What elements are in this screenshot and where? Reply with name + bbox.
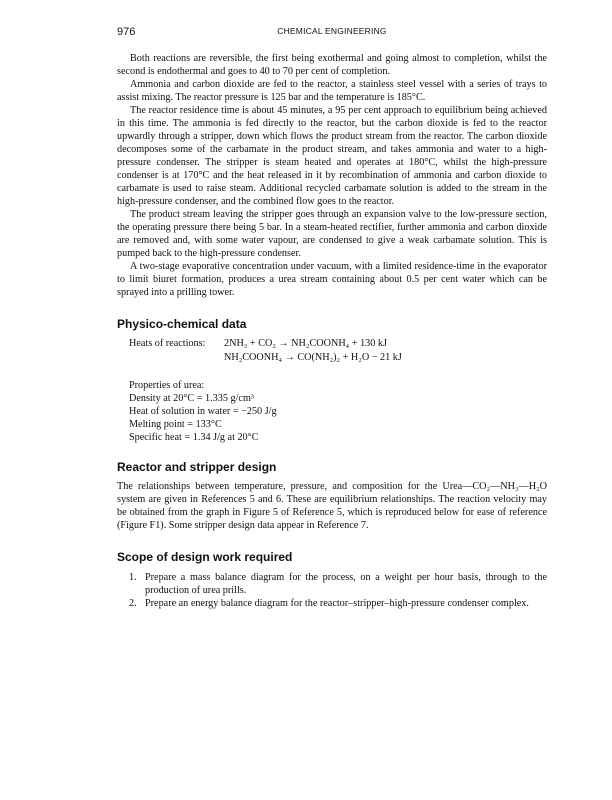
- scope-item-2: [117, 597, 547, 610]
- scope-item-text: Prepare a mass balance diagram for the process, on a weight per hour basis, through to the production of urea prills.: [145, 572, 547, 596]
- melting-point-property: Melting point = 133°C: [129, 419, 222, 430]
- running-header: [117, 26, 547, 40]
- reactor-design-paragraph: The relationships between temperature, pressure, and composition for the Urea—CO₂—NH₃—H₂O system are given in References 5 and 6. These are equilibrium relationships. The reaction velocity may be obtained from the graph in Figure 5 of Reference 5, which is reproduced below for ease of reference (Figure F1). Some stripper design data appear in Reference 7.: [117, 481, 547, 531]
- scope-item-number: 2.: [129, 598, 137, 609]
- body-text: [117, 52, 547, 610]
- physico-chemical-heading: Physico-chemical data: [117, 317, 247, 331]
- scope-item-number: 1.: [129, 572, 137, 583]
- running-title: CHEMICAL ENGINEERING: [277, 26, 387, 36]
- reaction-equation-1: [129, 337, 547, 351]
- paragraph-low-pressure: The product stream leaving the stripper goes through an expansion valve to the low-pressure section, the operating pressure there being 5 bar. In a steam-heated rectifier, further ammonia and carbon dioxide are removed and, with some water vapour, are condensed to give a weak carbamate solution. This is pumped back to the high-pressure condenser.: [117, 209, 547, 259]
- equation-2-text: NH₂COONH₄ → CO(NH₂)₂ + H₂O − 21 kJ: [224, 352, 402, 363]
- heat-of-solution-property: Heat of solution in water = −250 J/g: [129, 406, 277, 417]
- urea-properties: [129, 379, 547, 444]
- scope-item-text: Prepare an energy balance diagram for the reactor–stripper–high-pressure condenser complex.: [145, 598, 529, 609]
- paragraph-evaporation: A two-stage evaporative concentration under vacuum, with a limited residence-time in the evaporator to limit biuret formation, produces a urea stream containing about 0.5 per cent water which can be sprayed into a prilling tower.: [117, 261, 547, 298]
- scope-item-1: [117, 571, 547, 597]
- specific-heat-property: Specific heat = 1.34 J/g at 20°C: [129, 432, 259, 443]
- equation-1-text: 2NH₃ + CO₂ → NH₂COONH₄ + 130 kJ: [224, 338, 387, 349]
- paragraph-residence-time: The reactor residence time is about 45 minutes, a 95 per cent approach to equilibrium being achieved in this time. The ammonia is fed directly to the reactor, but the carbon dioxide is fed to the reactor upwardly through a stripper, down which flows the product stream from the reactor. The carbon dioxide decomposes some of the carbamate in the product stream, and takes ammonia and water to a high-pressure condenser. The stripper is steam heated and operates at 180°C, whilst the high-pressure condenser is at 170°C and the heat released in it by recombination of ammonia and carbon dioxide to carbamate is used to raise steam. Additional recycled carbamate solution is added to the stream in the high-pressure condenser, and the combined flow goes to the reactor.: [117, 105, 547, 207]
- heats-of-reactions-label: Heats of reactions:: [129, 338, 206, 349]
- properties-title: Properties of urea:: [129, 380, 205, 391]
- paragraph-feed: Ammonia and carbon dioxide are fed to the reactor, a stainless steel vessel with a series of trays to assist mixing. The reactor pressure is 125 bar and the temperature is 185°C.: [117, 79, 547, 103]
- scope-heading: Scope of design work required: [117, 550, 293, 564]
- scope-list: [117, 571, 547, 610]
- paragraph-reversibility: Both reactions are reversible, the first being exothermal and going almost to completion, whilst the second is endothermal and goes to 40 to 70 per cent of completion.: [117, 53, 547, 77]
- reactor-design-heading: Reactor and stripper design: [117, 460, 277, 474]
- density-property: Density at 20°C = 1.335 g/cm³: [129, 393, 254, 404]
- reaction-equations: [129, 337, 547, 365]
- page-number: 976: [117, 26, 136, 38]
- reaction-equation-2: [129, 351, 547, 365]
